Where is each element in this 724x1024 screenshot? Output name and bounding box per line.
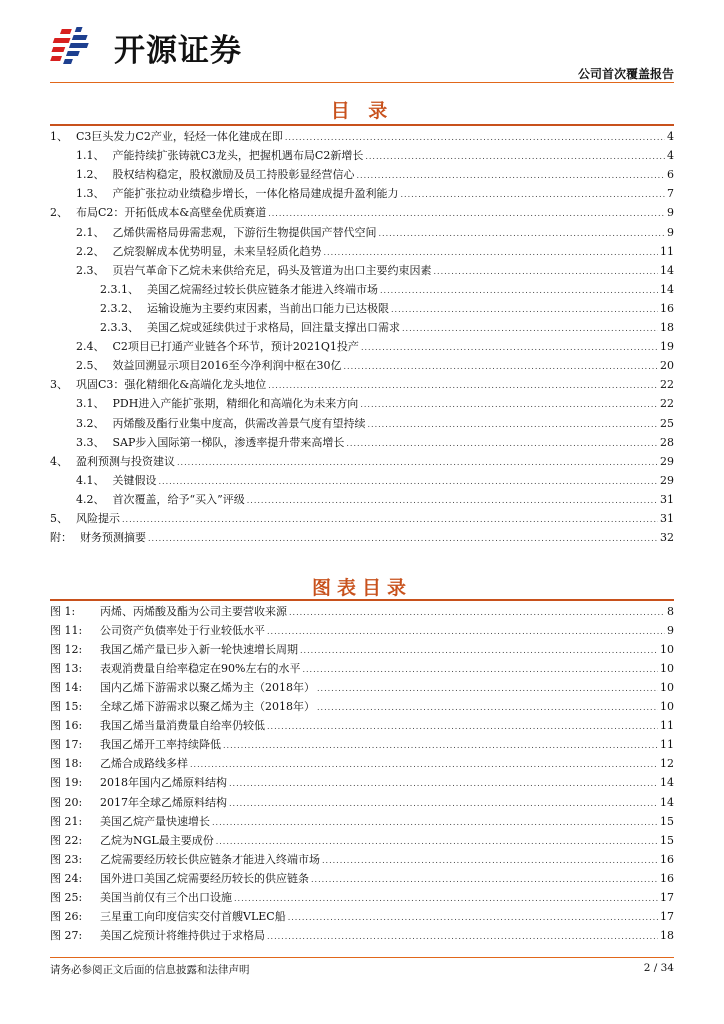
toc-entry[interactable] xyxy=(50,147,674,165)
toc-entry-page: 9 xyxy=(667,225,674,239)
toc-entry-title: 页岩气革命下乙烷未来供给充足，码头及管道为出口主要约束因素 xyxy=(112,263,432,277)
figure-leader-dots xyxy=(234,891,658,904)
toc-entry-number: 2.3、 xyxy=(76,263,105,277)
report-type: 公司首次覆盖报告 xyxy=(577,67,674,81)
figure-entry-label: 图 11: xyxy=(50,624,83,638)
toc-entry[interactable] xyxy=(50,128,674,146)
figure-entry[interactable] xyxy=(50,717,674,735)
toc-entry-number: 2.3.1、 xyxy=(100,282,139,296)
toc-entry-title: 财务预测摘要 xyxy=(80,531,146,545)
figure-entry-label: 图 1: xyxy=(50,605,76,618)
figure-entry-page: 16 xyxy=(660,852,674,866)
figure-entry-page: 10 xyxy=(660,700,674,714)
figure-entry-page: 17 xyxy=(660,890,674,904)
toc-entry[interactable] xyxy=(50,262,674,280)
toc-entry-page: 18 xyxy=(660,321,674,334)
figure-entry-label: 图 23: xyxy=(50,852,83,866)
brand-logo xyxy=(50,22,280,72)
figure-entry[interactable] xyxy=(50,698,674,716)
toc-entry-page: 11 xyxy=(660,244,674,258)
page-number: 2 / 34 xyxy=(643,962,674,974)
figure-entry-title: 我国乙烯当量消费量自给率仍较低 xyxy=(100,719,265,733)
figure-leader-dots xyxy=(267,929,658,942)
toc-entry-title: 乙烷裂解成本优势明显，未来呈轻质化趋势 xyxy=(112,244,322,258)
figure-entry-page: 18 xyxy=(660,928,674,942)
toc-leader-dots xyxy=(148,531,658,544)
toc-entry-title: 乙烯供需格局毋需悲观，下游衍生物提供国产替代空间 xyxy=(112,225,377,239)
toc-entry-title: 效益回溯显示项目2016至今净利润中枢在30亿 xyxy=(112,359,342,373)
toc-leader-dots xyxy=(357,168,666,181)
toc-entry-number: 2.4、 xyxy=(76,340,105,354)
toc-entry-title: 风险提示 xyxy=(76,512,120,525)
figure-entry-page: 9 xyxy=(667,624,674,638)
figure-entry-label: 图 22: xyxy=(50,833,83,847)
figure-entry-label: 图 16: xyxy=(50,719,83,733)
toc-entry[interactable] xyxy=(50,510,674,528)
figure-entry-title: 国外进口美国乙烷需要经历较长的供应链条 xyxy=(100,871,309,885)
toc-entry-page: 28 xyxy=(660,435,674,449)
toc-entry[interactable] xyxy=(50,491,674,509)
figure-entry-page: 14 xyxy=(660,776,674,790)
figure-entry-title: 公司资产负债率处于行业较低水平 xyxy=(100,624,265,638)
toc-entry-title: 产能持续扩张铸就C3龙头，把握机遇布局C2新增长 xyxy=(112,149,364,163)
toc-leader-dots xyxy=(401,187,666,200)
figure-leader-dots xyxy=(317,681,658,694)
toc-entry-number: 2.3.3、 xyxy=(100,321,139,334)
toc-entry-page: 29 xyxy=(660,454,674,468)
figure-entry-title: 三星重工向印度信实交付首艘VLEC船 xyxy=(100,909,286,923)
figure-entry-label: 图 18: xyxy=(50,757,83,771)
toc-entry[interactable] xyxy=(50,434,674,452)
toc-entry[interactable] xyxy=(50,166,674,184)
toc-leader-dots xyxy=(391,302,658,315)
figure-entry-page: 11 xyxy=(660,719,674,733)
toc-entry-page: 4 xyxy=(667,149,674,163)
figure-leader-dots xyxy=(229,796,658,809)
toc-entry-title: C3巨头发力C2产业，轻烃一体化建成在即 xyxy=(76,130,283,143)
toc-entry-number: 2.2、 xyxy=(76,244,105,258)
header-divider xyxy=(50,82,674,83)
figure-entry-page: 10 xyxy=(660,643,674,657)
figure-entry[interactable] xyxy=(50,889,674,907)
toc-entry-number: 4.2、 xyxy=(76,492,105,506)
toc-entry-title: SAP步入国际第一梯队，渗透率提升带来高增长 xyxy=(112,435,345,449)
toc-entry-title: 首次覆盖，给予“买入”评级 xyxy=(112,492,245,506)
toc-entry-page: 19 xyxy=(660,340,674,354)
toc-entry[interactable] xyxy=(50,395,674,413)
figure-entry-page: 12 xyxy=(660,757,674,771)
figures-title: 图表目录 xyxy=(311,577,412,599)
figure-entry-title: 乙烷需要经历较长供应链条才能进入终端市场 xyxy=(100,852,320,866)
figure-leader-dots xyxy=(267,624,665,637)
figure-leader-dots xyxy=(190,757,658,770)
figure-entry-title: 我国乙烯开工率持续降低 xyxy=(100,738,221,752)
toc-entry-number: 3.2、 xyxy=(76,416,105,430)
figure-entry-label: 图 12: xyxy=(50,643,83,657)
toc-leader-dots xyxy=(285,130,665,143)
figure-entry-label: 图 19: xyxy=(50,776,83,790)
figure-entry[interactable] xyxy=(50,908,674,926)
toc-entry-number: 3、 xyxy=(50,378,68,392)
toc-entry-page: 16 xyxy=(660,301,674,315)
toc-entry-number: 4、 xyxy=(50,454,68,468)
kysec-logo-icon xyxy=(50,23,106,71)
toc-leader-dots xyxy=(268,378,658,391)
figure-entry-label: 图 27: xyxy=(50,928,83,942)
toc-entry-title: 股权结构稳定，股权激励及员工持股彰显经营信心 xyxy=(112,168,355,182)
toc-entry[interactable] xyxy=(50,319,674,337)
toc-leader-dots xyxy=(434,264,659,277)
toc-entry-number: 2、 xyxy=(50,206,68,220)
figure-entry-label: 图 20: xyxy=(50,795,83,809)
figure-entry[interactable] xyxy=(50,622,674,640)
figure-leader-dots xyxy=(300,643,658,656)
toc-entry-page: 25 xyxy=(660,416,674,430)
toc-entry[interactable] xyxy=(50,300,674,318)
figure-entry-title: 丙烯、丙烯酸及酯为公司主要营收来源 xyxy=(100,605,287,618)
toc-entry[interactable] xyxy=(50,529,674,547)
toc-entry-number: 2.5、 xyxy=(76,359,105,373)
figure-entry[interactable] xyxy=(50,736,674,754)
toc-entry-page: 7 xyxy=(667,187,674,201)
toc-title: 目 录 xyxy=(330,100,394,122)
toc-entry-page: 22 xyxy=(660,397,674,411)
figure-entry-title: 美国乙烷预计将维持供过于求格局 xyxy=(100,928,265,942)
toc-entry-title: 巩固C3：强化精细化&高端化龙头地位 xyxy=(76,378,267,392)
toc-entry[interactable] xyxy=(50,338,674,356)
figure-entry[interactable] xyxy=(50,641,674,659)
figure-entry-page: 15 xyxy=(660,814,674,828)
toc-entry-title: 盈利预测与投资建议 xyxy=(76,454,175,468)
figure-entry[interactable] xyxy=(50,813,674,831)
toc-entry-title: 布局C2：开拓低成本&高壁垒优质赛道 xyxy=(76,206,267,220)
toc-entry[interactable] xyxy=(50,224,674,242)
figure-entry-title: 美国乙烷产量快速增长 xyxy=(100,814,210,828)
figure-entry[interactable] xyxy=(50,774,674,792)
page-header xyxy=(50,18,674,88)
toc-entry[interactable] xyxy=(50,281,674,299)
figure-entry-title: 美国当前仅有三个出口设施 xyxy=(100,890,232,904)
toc-leader-dots xyxy=(268,206,665,219)
toc-leader-dots xyxy=(247,493,658,506)
toc-leader-dots xyxy=(344,359,659,372)
toc-leader-dots xyxy=(365,149,665,162)
toc-leader-dots xyxy=(177,455,658,468)
toc-entry[interactable] xyxy=(50,415,674,433)
figure-entry-page: 10 xyxy=(660,681,674,695)
figure-leader-dots xyxy=(212,815,658,828)
toc-entry-page: 20 xyxy=(660,359,674,373)
figure-entry-title: 全球乙烯下游需求以聚乙烯为主（2018年） xyxy=(100,700,315,714)
toc-entry-page: 32 xyxy=(660,531,674,545)
toc-entry-title: PDH进入产能扩张期，精细化和高端化为未来方向 xyxy=(112,397,359,411)
figure-entry-title: 2018年国内乙烯原料结构 xyxy=(100,776,227,790)
toc-leader-dots xyxy=(379,226,666,239)
toc-entry[interactable] xyxy=(50,204,674,222)
figure-entry-page: 16 xyxy=(660,871,674,885)
footer-disclaimer: 请务必参阅正文后面的信息披露和法律声明 xyxy=(50,964,250,976)
toc-entry-title: C2项目已打通产业链各个环节，预计2021Q1投产 xyxy=(112,340,359,354)
toc-entry-title: 美国乙烷需经过较长供应链条才能进入终端市场 xyxy=(147,282,378,296)
figure-leader-dots xyxy=(267,719,658,732)
figure-entry-page: 15 xyxy=(660,833,674,847)
figure-leader-dots xyxy=(288,910,658,923)
footer-divider xyxy=(50,957,674,958)
figure-entry[interactable] xyxy=(50,660,674,678)
toc-entry-title: 美国乙烷或延续供过于求格局，回注量支撑出口需求 xyxy=(147,321,400,334)
figure-entry-label: 图 14: xyxy=(50,681,83,695)
toc-entry-page: 31 xyxy=(660,512,674,525)
figure-entry-label: 图 26: xyxy=(50,909,83,923)
figure-leader-dots xyxy=(223,738,658,751)
figure-leader-dots xyxy=(302,662,658,675)
brand-name: 开源证券 xyxy=(114,32,242,69)
figure-leader-dots xyxy=(311,872,658,885)
figure-entry-title: 乙烯合成路线多样 xyxy=(100,757,188,771)
toc-entry-page: 6 xyxy=(667,168,674,182)
toc-entry[interactable] xyxy=(50,376,674,394)
toc-entry[interactable] xyxy=(50,243,674,261)
figure-entry-label: 图 17: xyxy=(50,738,83,752)
figure-entry[interactable] xyxy=(50,755,674,773)
toc-entry-title: 产能扩张拉动业绩稳步增长，一体化格局建成提升盈利能力 xyxy=(112,187,399,201)
toc-entry-number: 1.1、 xyxy=(76,149,105,163)
figure-leader-dots xyxy=(229,776,658,789)
figure-leader-dots xyxy=(322,853,658,866)
toc-entry[interactable] xyxy=(50,472,674,490)
toc-entry-page: 14 xyxy=(660,263,674,277)
figure-leader-dots xyxy=(317,700,658,713)
figure-entry-title: 乙烷为NGL最主要成份 xyxy=(100,833,214,847)
figure-entry-page: 17 xyxy=(660,909,674,923)
toc-entry-number: 1.2、 xyxy=(76,168,105,182)
toc-entry-number: 3.3、 xyxy=(76,435,105,449)
figure-entry-title: 表观消费量自给率稳定在90%左右的水平 xyxy=(100,662,301,676)
toc-entry-title: 丙烯酸及酯行业集中度高，供需改善景气度有望持续 xyxy=(112,416,366,430)
toc-leader-dots xyxy=(360,397,658,410)
figure-entry-label: 图 21: xyxy=(50,814,83,828)
figure-entry-page: 11 xyxy=(660,738,674,752)
figure-entry-label: 图 24: xyxy=(50,871,83,885)
toc-leader-dots xyxy=(368,417,659,430)
figure-entry-page: 8 xyxy=(667,605,674,618)
toc-entry[interactable] xyxy=(50,185,674,203)
toc-entry-title: 运输设施为主要约束因素，当前出口能力已达极限 xyxy=(147,301,389,315)
toc-entry-title: 关键假设 xyxy=(112,473,157,487)
toc-entry-number: 2.1、 xyxy=(76,225,105,239)
toc-entry-number: 附： xyxy=(50,531,72,545)
toc-leader-dots xyxy=(159,474,659,487)
toc-leader-dots xyxy=(380,283,658,296)
toc-leader-dots xyxy=(346,436,658,449)
toc-entry-page: 14 xyxy=(660,282,674,296)
toc-entry[interactable] xyxy=(50,357,674,375)
toc-entry-number: 3.1、 xyxy=(76,397,105,411)
toc-leader-dots xyxy=(122,512,658,525)
figure-entry-title: 我国乙烯产量已步入新一轮快速增长周期 xyxy=(100,643,298,657)
toc-entry-number: 1.3、 xyxy=(76,187,105,201)
toc-entry-page: 29 xyxy=(660,473,674,487)
figure-entry-label: 图 25: xyxy=(50,890,83,904)
figure-leader-dots xyxy=(289,605,665,618)
figure-entry-title: 国内乙烯下游需求以聚乙烯为主（2018年） xyxy=(100,681,315,695)
toc-entry[interactable] xyxy=(50,453,674,471)
toc-title-divider xyxy=(50,124,674,126)
figure-entry[interactable] xyxy=(50,927,674,945)
toc-entry-number: 4.1、 xyxy=(76,473,105,487)
figure-entry-label: 图 15: xyxy=(50,700,83,714)
toc-entry-page: 9 xyxy=(667,206,674,220)
toc-entry-page: 4 xyxy=(667,130,674,143)
figure-leader-dots xyxy=(216,834,658,847)
figure-entry-title: 2017年全球乙烯原料结构 xyxy=(100,795,227,809)
figure-entry[interactable] xyxy=(50,832,674,850)
toc-leader-dots xyxy=(324,245,659,258)
figure-entry-page: 14 xyxy=(660,795,674,809)
toc-entry-number: 5、 xyxy=(50,512,68,525)
figure-entry-label: 图 13: xyxy=(50,662,83,676)
toc-entry-number: 2.3.2、 xyxy=(100,301,139,315)
figure-entry[interactable] xyxy=(50,870,674,888)
toc-entry-page: 22 xyxy=(660,378,674,392)
toc-entry-number: 1、 xyxy=(50,130,68,143)
figure-entry[interactable] xyxy=(50,794,674,812)
figure-entry[interactable] xyxy=(50,851,674,869)
figure-entry[interactable] xyxy=(50,603,674,621)
toc-leader-dots xyxy=(402,321,658,334)
figure-entry-page: 10 xyxy=(660,662,674,676)
toc-leader-dots xyxy=(361,340,658,353)
toc-entry-page: 31 xyxy=(660,492,674,506)
figures-title-divider xyxy=(50,599,674,601)
figure-entry[interactable] xyxy=(50,679,674,697)
